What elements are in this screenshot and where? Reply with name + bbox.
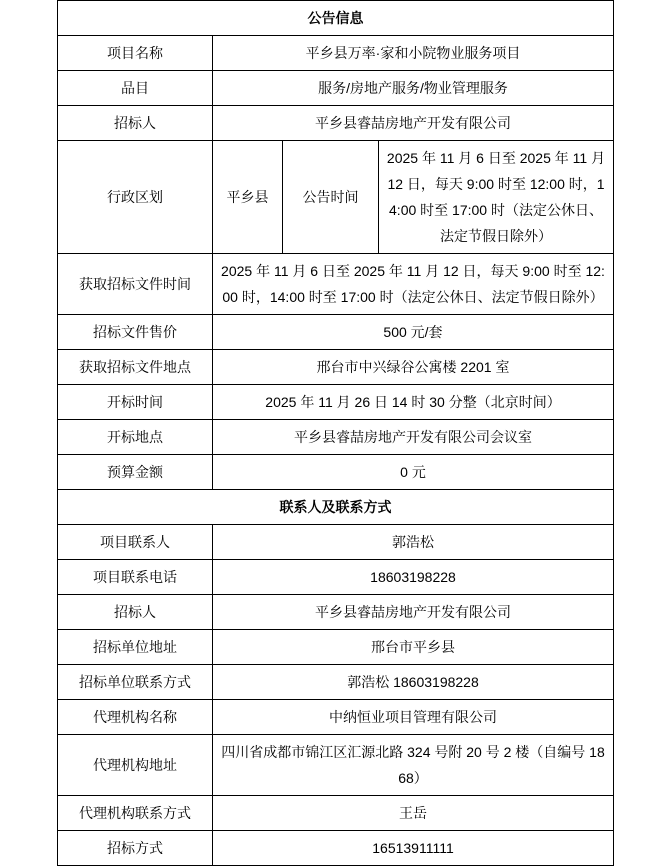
row-label: 招标人 — [58, 106, 213, 141]
contact-section-title: 联系人及联系方式 — [58, 490, 614, 525]
table-row — [58, 350, 614, 385]
row-label: 项目联系人 — [58, 525, 213, 560]
row-value: 邢台市平乡县 — [213, 630, 614, 665]
row-label: 代理机构地址 — [58, 735, 213, 796]
table-row — [58, 796, 614, 831]
row-value: 服务/房地产服务/物业管理服务 — [213, 71, 614, 106]
row-label: 项目名称 — [58, 36, 213, 71]
row-label: 开标地点 — [58, 420, 213, 455]
row-label: 招标单位联系方式 — [58, 665, 213, 700]
row-label: 代理机构联系方式 — [58, 796, 213, 831]
row-label: 招标文件售价 — [58, 315, 213, 350]
row-value: 四川省成都市锦江区汇源北路 324 号附 20 号 2 楼（自编号 1868） — [213, 735, 614, 796]
table-row — [58, 71, 614, 106]
row-value: 平乡县睿喆房地产开发有限公司 — [213, 106, 614, 141]
row-label: 招标人 — [58, 595, 213, 630]
row-value: 0 元 — [213, 455, 614, 490]
row-label: 开标时间 — [58, 385, 213, 420]
row-value: 500 元/套 — [213, 315, 614, 350]
table-row — [58, 525, 614, 560]
table-title: 公告信息 — [58, 1, 614, 36]
row-value: 平乡县睿喆房地产开发有限公司会议室 — [213, 420, 614, 455]
announcement-time-value: 2025 年 11 月 6 日至 2025 年 11 月 12 日，每天 9:00 时至 12:00 时，14:00 时至 17:00 时（法定公休日、法定节假日除外） — [379, 141, 614, 254]
row-label: 获取招标文件时间 — [58, 254, 213, 315]
table-row — [58, 831, 614, 866]
table-row — [58, 490, 614, 525]
table-row — [58, 315, 614, 350]
row-label: 项目联系电话 — [58, 560, 213, 595]
row-label: 招标方式 — [58, 831, 213, 866]
row-value: 16513911111 — [213, 831, 614, 866]
table-row — [58, 700, 614, 735]
region-value: 平乡县 — [213, 141, 283, 254]
row-value: 18603198228 — [213, 560, 614, 595]
table-row — [58, 560, 614, 595]
row-value: 2025 年 11 月 6 日至 2025 年 11 月 12 日，每天 9:00 时至 12:00 时，14:00 时至 17:00 时（法定公休日、法定节假日除外） — [213, 254, 614, 315]
row-label: 代理机构名称 — [58, 700, 213, 735]
table-row — [58, 595, 614, 630]
table-row — [58, 385, 614, 420]
table-row-region — [58, 141, 614, 254]
row-value: 平乡县睿喆房地产开发有限公司 — [213, 595, 614, 630]
row-value: 郭浩松 18603198228 — [213, 665, 614, 700]
row-value: 2025 年 11 月 26 日 14 时 30 分整（北京时间） — [213, 385, 614, 420]
row-label: 获取招标文件地点 — [58, 350, 213, 385]
row-value: 郭浩松 — [213, 525, 614, 560]
announcement-time-label: 公告时间 — [283, 141, 379, 254]
row-value: 邢台市中兴绿谷公寓楼 2201 室 — [213, 350, 614, 385]
table-row — [58, 36, 614, 71]
table-row — [58, 106, 614, 141]
region-label: 行政区划 — [58, 141, 213, 254]
table-row — [58, 455, 614, 490]
table-row — [58, 1, 614, 36]
row-value: 平乡县万率·家和小院物业服务项目 — [213, 36, 614, 71]
table-row — [58, 735, 614, 796]
row-value: 中纳恒业项目管理有限公司 — [213, 700, 614, 735]
notice-information-table — [57, 0, 614, 866]
table-row — [58, 665, 614, 700]
row-value: 王岳 — [213, 796, 614, 831]
row-label: 预算金额 — [58, 455, 213, 490]
table-row — [58, 420, 614, 455]
table-row — [58, 630, 614, 665]
row-label: 品目 — [58, 71, 213, 106]
row-label: 招标单位地址 — [58, 630, 213, 665]
table-row-document-time — [58, 254, 614, 315]
